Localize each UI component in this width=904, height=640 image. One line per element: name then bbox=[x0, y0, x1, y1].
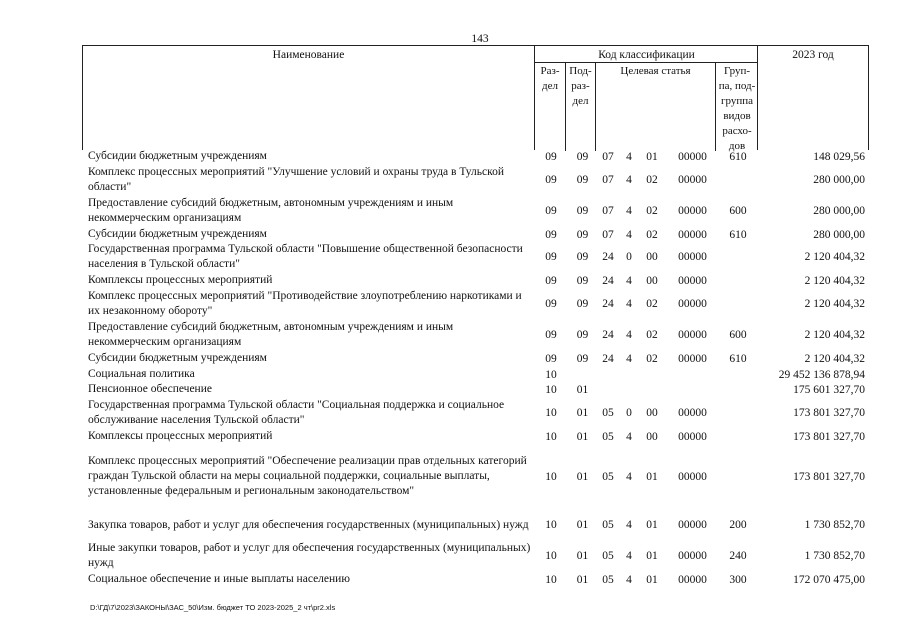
cell-b: 4 bbox=[626, 329, 632, 341]
cell-amt: 175 601 327,70 bbox=[793, 383, 865, 396]
cell-p: 01 bbox=[576, 550, 589, 562]
cell-amt: 148 029,56 bbox=[813, 150, 865, 163]
cell-v bbox=[720, 242, 756, 272]
cell-v: 200 bbox=[729, 519, 747, 531]
cell-r: 09 bbox=[545, 205, 557, 217]
header-podrazdel: Под- раз- дел bbox=[565, 62, 595, 151]
cell-c: 01 bbox=[646, 550, 658, 562]
cell-amt: 2 120 404,32 bbox=[804, 251, 865, 263]
cell-v bbox=[720, 398, 756, 428]
cell-a: 05 bbox=[602, 470, 614, 483]
cell-p: 01 bbox=[576, 407, 589, 419]
cell-a: 07 bbox=[602, 174, 614, 186]
cell-r: 10 bbox=[545, 550, 557, 562]
cell-p: 09 bbox=[576, 329, 589, 341]
cell-v bbox=[720, 429, 756, 444]
cell-d: 00000 bbox=[678, 352, 707, 365]
table-row bbox=[82, 398, 869, 428]
cell-name: Социальное обеспечение и иные выплаты населению bbox=[88, 573, 350, 585]
cell-p: 09 bbox=[576, 150, 589, 163]
cell-name: Иные закупки товаров, работ и услуг для обеспечения государственных (муниципальных) нужд bbox=[88, 542, 531, 569]
cell-c: 01 bbox=[646, 519, 658, 531]
cell-a: 24 bbox=[602, 352, 614, 365]
cell-d: 00000 bbox=[678, 573, 707, 586]
cell-d: 00000 bbox=[678, 174, 707, 186]
cell-amt: 280 000,00 bbox=[813, 228, 865, 241]
table-row bbox=[82, 351, 869, 366]
cell-v bbox=[720, 165, 756, 195]
cell-amt: 173 801 327,70 bbox=[793, 470, 865, 483]
header-vid: Груп- па, под- группа видов расхо- дов bbox=[715, 62, 758, 151]
cell-p: 01 bbox=[576, 430, 589, 443]
cell-r: 10 bbox=[545, 368, 557, 381]
cell-d bbox=[665, 367, 720, 382]
cell-b: 4 bbox=[626, 470, 632, 483]
cell-amt: 173 801 327,70 bbox=[793, 407, 865, 419]
table-row bbox=[82, 196, 869, 226]
cell-b: 4 bbox=[626, 228, 632, 241]
cell-v: 610 bbox=[729, 228, 747, 241]
cell-r: 09 bbox=[545, 251, 557, 263]
cell-name: Пенсионное обеспечение bbox=[88, 383, 212, 395]
cell-a: 05 bbox=[602, 573, 614, 586]
cell-v: 600 bbox=[729, 329, 747, 341]
cell-d: 00000 bbox=[678, 329, 707, 341]
cell-name: Предоставление субсидий бюджетным, автономным учреждениям и иным некоммерческим организациям bbox=[88, 197, 454, 224]
cell-amt: 173 801 327,70 bbox=[793, 430, 865, 443]
cell-c: 01 bbox=[646, 573, 658, 586]
cell-c: 00 bbox=[646, 251, 658, 263]
cell-c: 02 bbox=[646, 352, 658, 365]
cell-v: 600 bbox=[729, 205, 747, 217]
cell-d: 00000 bbox=[678, 150, 707, 163]
cell-c: 02 bbox=[646, 205, 658, 217]
cell-p: 09 bbox=[576, 228, 589, 241]
cell-a: 05 bbox=[602, 550, 614, 562]
file-path: D:\ГД\7\2023\ЗАКОНЫ\ЗАС_50\Изм. бюджет ТО 2023-2025_2 чт\pr2.xls bbox=[90, 603, 336, 612]
cell-d: 00000 bbox=[678, 430, 707, 443]
header-target: Целевая статья bbox=[595, 62, 715, 151]
cell-name: Субсидии бюджетным учреждениям bbox=[88, 150, 267, 162]
cell-p: 09 bbox=[576, 174, 589, 186]
cell-name: Комплекс процессных мероприятий "Обеспечение реализации прав отдельных категорий граждан Тульской области на меры социальной поддержки, социальные выплаты, установленные федеральным и региональным законодательством" bbox=[88, 455, 527, 497]
table-row bbox=[82, 289, 869, 319]
cell-p: 09 bbox=[576, 352, 589, 365]
cell-a: 07 bbox=[602, 228, 614, 241]
table-row bbox=[82, 227, 869, 242]
cell-amt: 1 730 852,70 bbox=[804, 519, 865, 531]
cell-p: 09 bbox=[576, 205, 589, 217]
cell-p: 01 bbox=[576, 470, 589, 483]
cell-b: 4 bbox=[626, 298, 632, 310]
header-code: Код классификации bbox=[598, 49, 695, 61]
cell-name: Субсидии бюджетным учреждениям bbox=[88, 228, 267, 240]
cell-d: 00000 bbox=[678, 205, 707, 217]
cell-amt: 2 120 404,32 bbox=[804, 274, 865, 287]
header-year: 2023 год bbox=[757, 45, 869, 150]
cell-amt: 29 452 136 878,94 bbox=[778, 368, 865, 381]
cell-c bbox=[639, 367, 665, 382]
cell-b: 0 bbox=[626, 407, 632, 419]
cell-name: Субсидии бюджетным учреждениям bbox=[88, 352, 267, 364]
cell-a: 07 bbox=[602, 205, 614, 217]
cell-c: 02 bbox=[646, 298, 658, 310]
cell-r: 10 bbox=[545, 430, 557, 443]
table-row bbox=[82, 367, 869, 382]
cell-amt: 2 120 404,32 bbox=[804, 352, 865, 365]
cell-c: 01 bbox=[646, 150, 658, 163]
cell-amt: 172 070 475,00 bbox=[793, 573, 865, 586]
cell-b: 4 bbox=[626, 174, 632, 186]
cell-c: 02 bbox=[646, 228, 658, 241]
cell-a: 24 bbox=[602, 298, 614, 310]
table-row bbox=[82, 541, 869, 571]
table-row bbox=[82, 149, 869, 164]
table-row bbox=[82, 165, 869, 195]
cell-p: 09 bbox=[576, 274, 589, 287]
cell-c: 02 bbox=[646, 329, 658, 341]
cell-r: 10 bbox=[545, 383, 557, 396]
cell-p: 01 bbox=[576, 519, 589, 531]
cell-name: Комплексы процессных мероприятий bbox=[88, 430, 273, 442]
cell-name: Государственная программа Тульской области "Повышение общественной безопасности населения в Тульской области" bbox=[88, 243, 523, 270]
cell-r: 09 bbox=[545, 329, 557, 341]
cell-b: 0 bbox=[626, 251, 632, 263]
cell-d: 00000 bbox=[678, 550, 707, 562]
cell-r: 09 bbox=[545, 228, 557, 241]
cell-v bbox=[720, 367, 756, 382]
cell-b: 4 bbox=[626, 352, 632, 365]
cell-name: Комплекс процессных мероприятий "Улучшение условий и охраны труда в Тульской области" bbox=[88, 166, 505, 193]
header-code-group bbox=[534, 45, 757, 150]
cell-a: 05 bbox=[602, 519, 614, 531]
cell-r: 09 bbox=[545, 150, 557, 163]
cell-name: Социальная политика bbox=[88, 368, 195, 380]
cell-v: 610 bbox=[729, 352, 747, 365]
cell-a bbox=[597, 367, 619, 382]
cell-name: Предоставление субсидий бюджетным, автономным учреждениям и иным некоммерческим организациям bbox=[88, 321, 454, 348]
cell-a: 05 bbox=[602, 430, 614, 443]
cell-amt: 280 000,00 bbox=[813, 174, 865, 186]
cell-b: 4 bbox=[626, 519, 632, 531]
cell-c: 00 bbox=[646, 430, 658, 443]
cell-a bbox=[597, 382, 619, 397]
cell-a: 24 bbox=[602, 251, 614, 263]
cell-r: 10 bbox=[545, 519, 557, 531]
cell-d: 00000 bbox=[678, 470, 707, 483]
cell-amt: 2 120 404,32 bbox=[804, 329, 865, 341]
cell-d: 00000 bbox=[678, 228, 707, 241]
cell-v bbox=[720, 453, 756, 500]
table-row bbox=[82, 572, 869, 587]
cell-p: 01 bbox=[576, 573, 589, 586]
cell-amt: 280 000,00 bbox=[813, 205, 865, 217]
cell-p bbox=[568, 367, 597, 382]
table-row bbox=[82, 429, 869, 444]
cell-a: 07 bbox=[602, 150, 614, 163]
cell-b bbox=[619, 367, 639, 382]
cell-c: 00 bbox=[646, 407, 658, 419]
cell-p: 01 bbox=[576, 383, 589, 396]
table-row bbox=[82, 242, 869, 272]
cell-name: Комплекс процессных мероприятий "Противодействие злоупотреблению наркотиками и их незаконному обороту" bbox=[88, 290, 522, 317]
page-number: 143 bbox=[471, 33, 489, 45]
cell-amt: 1 730 852,70 bbox=[804, 550, 865, 562]
table-row bbox=[82, 453, 869, 500]
cell-r: 10 bbox=[545, 573, 557, 586]
cell-v: 240 bbox=[729, 550, 747, 562]
cell-c bbox=[639, 382, 665, 397]
table-row bbox=[82, 273, 869, 288]
cell-d: 00000 bbox=[678, 519, 707, 531]
cell-v bbox=[720, 289, 756, 319]
cell-name: Закупка товаров, работ и услуг для обеспечения государственных (муниципальных) нужд bbox=[88, 518, 529, 531]
cell-v: 300 bbox=[729, 573, 747, 586]
header-razdel: Раз- дел bbox=[540, 65, 560, 92]
cell-d: 00000 bbox=[678, 407, 707, 419]
cell-v: 610 bbox=[729, 150, 747, 163]
cell-r: 10 bbox=[545, 470, 557, 483]
cell-c: 02 bbox=[646, 174, 658, 186]
cell-b: 4 bbox=[626, 274, 632, 287]
cell-name: Государственная программа Тульской области "Социальная поддержка и социальное обслуживание населения Тульской области" bbox=[88, 399, 505, 426]
cell-name: Комплексы процессных мероприятий bbox=[88, 274, 273, 286]
cell-amt: 2 120 404,32 bbox=[804, 298, 865, 310]
header-name: Наименование bbox=[82, 45, 534, 150]
cell-v bbox=[720, 382, 756, 397]
cell-r: 09 bbox=[545, 298, 557, 310]
table-row bbox=[82, 510, 869, 540]
cell-r: 09 bbox=[545, 174, 557, 186]
cell-a: 24 bbox=[602, 329, 614, 341]
cell-d bbox=[665, 382, 720, 397]
cell-r: 09 bbox=[545, 274, 557, 287]
cell-c: 00 bbox=[646, 274, 658, 287]
cell-b: 4 bbox=[626, 573, 632, 586]
cell-r: 09 bbox=[545, 352, 557, 365]
cell-b: 4 bbox=[626, 205, 632, 217]
cell-a: 05 bbox=[602, 407, 614, 419]
cell-a: 24 bbox=[602, 274, 614, 287]
cell-d: 00000 bbox=[678, 251, 707, 263]
cell-b: 4 bbox=[626, 430, 632, 443]
cell-c: 01 bbox=[646, 470, 658, 483]
table-row bbox=[82, 320, 869, 350]
cell-p: 09 bbox=[576, 251, 589, 263]
cell-v bbox=[720, 273, 756, 288]
cell-b bbox=[619, 382, 639, 397]
cell-d: 00000 bbox=[678, 298, 707, 310]
cell-p: 09 bbox=[576, 298, 589, 310]
cell-b: 4 bbox=[626, 550, 632, 562]
cell-r: 10 bbox=[545, 407, 557, 419]
cell-d: 00000 bbox=[678, 274, 707, 287]
table-row bbox=[82, 382, 869, 397]
cell-b: 4 bbox=[626, 150, 632, 163]
